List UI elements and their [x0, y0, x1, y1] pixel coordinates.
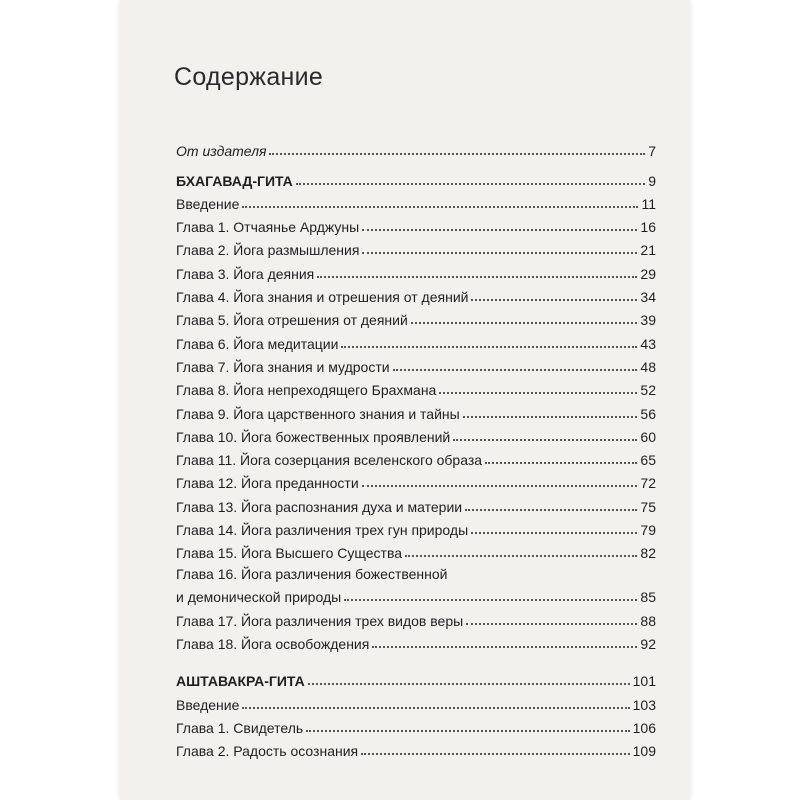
leader-dots — [453, 439, 637, 441]
toc-entry — [176, 189, 656, 212]
toc-entry-page: 43 — [640, 335, 656, 352]
leader-dots — [362, 252, 637, 254]
toc-entry-title: Глава 13. Йога распознания духа и материи — [176, 498, 463, 515]
toc-entry-title: Глава 1. Свидетель — [176, 719, 304, 736]
toc-entry-title: Глава 15. Йога Высшего Существа — [176, 545, 403, 562]
leader-dots — [439, 392, 637, 394]
leader-dots — [466, 623, 637, 625]
leader-dots — [242, 707, 629, 709]
toc-entry-title: Глава 1. Отчаянье Арджуны — [176, 219, 360, 236]
toc-section-ashtavakra-gita — [176, 666, 656, 689]
toc-entry-page: 48 — [640, 358, 656, 375]
toc-entry-title: Глава 3. Йога деяния — [176, 265, 315, 282]
toc-entry-chapter-16 — [176, 561, 656, 605]
toc-entry — [176, 538, 656, 561]
toc-entry — [176, 328, 656, 351]
leader-dots — [341, 346, 637, 348]
leader-dots — [393, 369, 638, 371]
leader-dots — [296, 183, 645, 185]
toc-entry-page: 34 — [640, 289, 656, 306]
toc-entry-title: От издателя — [176, 143, 267, 160]
toc-entry — [176, 235, 656, 258]
toc-entry — [176, 398, 656, 421]
toc-section-bhagavad-gita — [176, 165, 656, 188]
toc-entry-page: 9 — [648, 172, 656, 189]
toc-entry-title: Глава 2. Радость осознания — [176, 743, 359, 760]
toc-entry-title: Глава 11. Йога созерцания вселенского образа — [176, 452, 483, 469]
toc-entry-page: 65 — [640, 452, 656, 469]
book-page — [120, 0, 690, 800]
toc-entry-title: Глава 5. Йога отрешения от деяний — [176, 312, 408, 329]
leader-dots — [344, 599, 637, 601]
leader-dots — [485, 462, 637, 464]
toc-entry-title: Глава 2. Йога размышления — [176, 242, 360, 259]
toc-entry-title: Глава 16. Йога различения божественной — [176, 566, 448, 583]
toc-entry-page: 103 — [632, 696, 656, 713]
leader-dots — [471, 299, 637, 301]
toc-entry-title: Глава 10. Йога божественных проявлений — [176, 428, 451, 445]
toc-entry — [176, 258, 656, 281]
toc-entry — [176, 282, 656, 305]
toc-entry — [176, 375, 656, 398]
toc-entry — [176, 713, 656, 736]
toc-entry-page: 52 — [640, 382, 656, 399]
leader-dots — [465, 509, 637, 511]
toc-entry-title: Глава 9. Йога царственного знания и тайны — [176, 405, 460, 422]
toc-entry — [176, 689, 656, 712]
toc-entry — [176, 515, 656, 538]
toc-entry — [176, 629, 656, 652]
toc-section-title: БХАГАВАД-ГИТА — [176, 172, 293, 189]
toc-entry-page: 11 — [641, 195, 656, 212]
leader-dots — [269, 153, 645, 155]
toc-entry — [176, 445, 656, 468]
toc-entry — [176, 212, 656, 235]
leader-dots — [361, 753, 630, 755]
leader-dots — [317, 276, 637, 278]
toc-entry — [176, 305, 656, 328]
toc-entry-title-cont: и демонической природы — [176, 589, 342, 606]
toc-entry-page: 79 — [640, 522, 656, 539]
toc-entry-page: 39 — [640, 312, 656, 329]
toc-entry-title: Введение — [176, 195, 240, 212]
toc-entry-publisher — [176, 136, 656, 159]
toc-entry-page: 72 — [640, 475, 656, 492]
table-of-contents — [176, 136, 656, 759]
toc-entry — [176, 352, 656, 375]
toc-entry-page: 7 — [648, 143, 656, 160]
toc-entry-title: Глава 18. Йога освобождения — [176, 635, 370, 652]
toc-entry-page: 82 — [640, 545, 656, 562]
leader-dots — [306, 730, 629, 732]
toc-entry — [176, 422, 656, 445]
toc-entry — [176, 491, 656, 514]
toc-entry-page: 92 — [640, 635, 656, 652]
page-title: Содержание — [174, 63, 324, 91]
toc-entry-page: 75 — [640, 498, 656, 515]
toc-entry-page: 109 — [632, 743, 656, 760]
leader-dots — [362, 485, 638, 487]
toc-entry — [176, 468, 656, 491]
toc-section-title: АШТАВАКРА-ГИТА — [176, 673, 305, 690]
toc-entry-page: 101 — [632, 673, 656, 690]
leader-dots — [405, 555, 637, 557]
leader-dots — [242, 206, 638, 208]
leader-dots — [372, 646, 637, 648]
toc-entry-title: Введение — [176, 696, 240, 713]
toc-entry-page: 106 — [632, 719, 656, 736]
toc-entry-page: 56 — [640, 405, 656, 422]
leader-dots — [308, 683, 630, 685]
toc-entry-title: Глава 17. Йога различения трех видов веры — [176, 612, 464, 629]
toc-entry-page: 29 — [640, 265, 656, 282]
toc-entry-title: Глава 7. Йога знания и мудрости — [176, 358, 390, 375]
toc-entry-title: Глава 12. Йога преданности — [176, 475, 359, 492]
toc-entry-page: 88 — [640, 612, 656, 629]
toc-entry-page: 85 — [640, 589, 656, 606]
toc-entry — [176, 736, 656, 759]
toc-entry-title: Глава 8. Йога непреходящего Брахмана — [176, 382, 437, 399]
leader-dots — [411, 322, 638, 324]
toc-entry-title: Глава 4. Йога знания и отрешения от деяний — [176, 289, 469, 306]
toc-entry-page: 21 — [640, 242, 656, 259]
toc-entry-page: 60 — [640, 428, 656, 445]
leader-dots — [463, 416, 638, 418]
toc-entry-title: Глава 6. Йога медитации — [176, 335, 339, 352]
toc-entry — [176, 605, 656, 628]
toc-entry-page: 16 — [640, 219, 656, 236]
leader-dots — [471, 532, 637, 534]
leader-dots — [362, 229, 637, 231]
toc-entry-title: Глава 14. Йога различения трех гун природы — [176, 522, 469, 539]
